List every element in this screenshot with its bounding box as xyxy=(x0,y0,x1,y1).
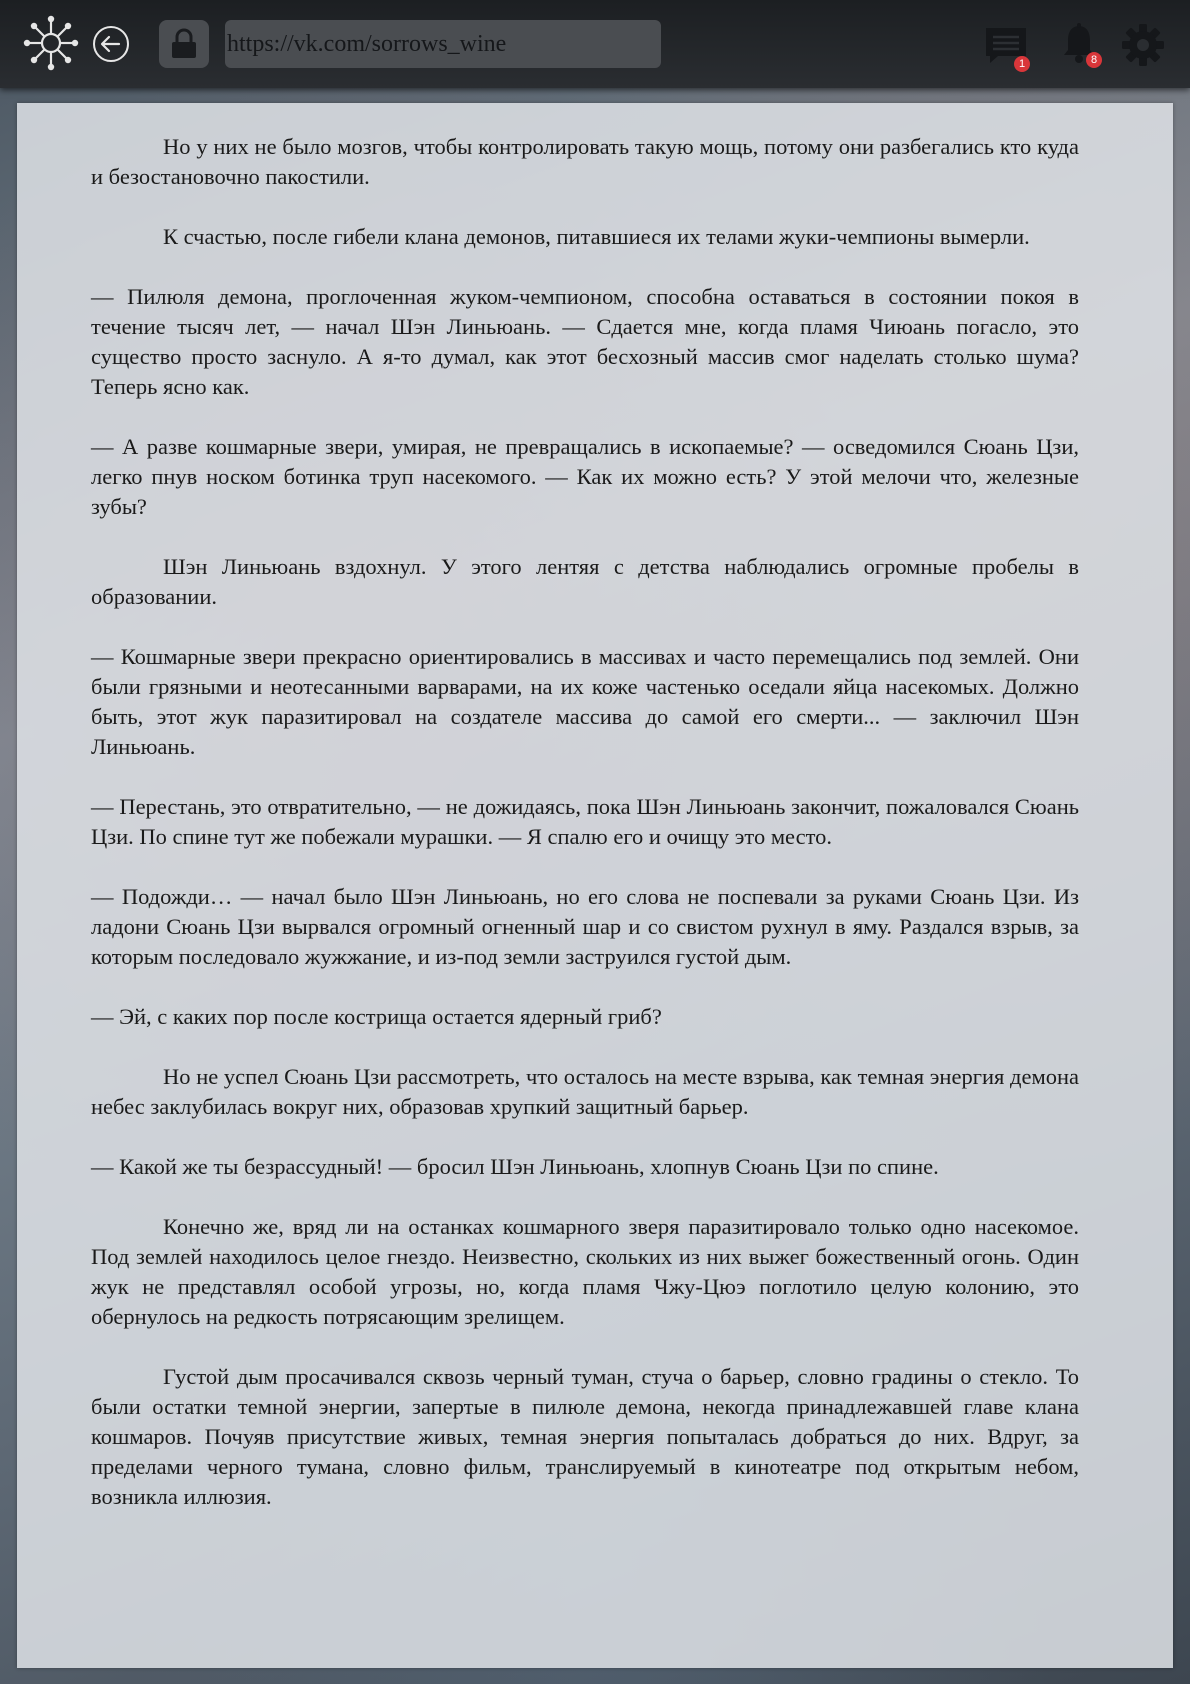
site-security-button[interactable] xyxy=(159,20,209,68)
paragraph: К счастью, после гибели клана демонов, питавшиеся их телами жуки-чемпионы вымерли. xyxy=(163,224,1030,249)
reading-page xyxy=(17,103,1173,1668)
paragraph: Шэн Линьюань вздохнул. У этого лентяя с детства наблюдались огромные пробелы в образовании. xyxy=(91,554,1079,609)
paragraph: Густой дым просачивался сквозь черный туман, стуча о барьер, словно градины о стекло. То были остатки темной энергии, запертые в пилюле демона, некогда принадлежавшей главе клана кошмаров. Почуяв присутствие живых, темная энергия попыталась добраться до них. Вдруг, за пределами черного тумана, словно фильм, транслируемый в кинотеатре под открытым небом, возникла иллюзия. xyxy=(91,1364,1079,1509)
paragraph: — Подожди… — начал было Шэн Линьюань, но его слова не поспевали за руками Сюань Цзи. Из ладони Сюань Цзи вырвался огромный огненный шар и со свистом рухнул в яму. Раздался взрыв, за которым последовало жужжание, и из-под земли заструился густой дым. xyxy=(91,884,1079,969)
paragraph: — Эй, с каких пор после кострища остается ядерный гриб? xyxy=(91,1004,662,1029)
address-bar[interactable] xyxy=(225,20,661,68)
back-arrow-icon xyxy=(92,25,130,63)
lock-icon xyxy=(169,28,199,60)
chapter-text xyxy=(91,132,1079,1542)
url-text: https://vk.com/sorrows_wine xyxy=(227,30,507,57)
paragraph: — Перестань, это отвратительно, — не дожидаясь, пока Шэн Линьюань закончит, пожаловался Сюань Цзи. По спине тут же побежали мурашки. — Я спалю его и очищу это место. xyxy=(91,794,1079,849)
gear-icon xyxy=(1121,23,1165,67)
messages-button[interactable] xyxy=(980,24,1032,70)
paragraph: — Какой же ты безрассудный! — бросил Шэн Линьюань, хлопнув Сюань Цзи по спине. xyxy=(91,1154,939,1179)
network-hub-icon[interactable] xyxy=(22,14,80,72)
notification-count-badge: 8 xyxy=(1086,52,1102,68)
browser-toolbar xyxy=(0,0,1190,88)
paragraph: — А разве кошмарные звери, умирая, не превращались в ископаемые? — осведомился Сюань Цзи, легко пнув носком ботинка труп насекомого. — Как их можно есть? У этой мелочи что, железные зубы? xyxy=(91,434,1079,519)
back-button[interactable] xyxy=(92,25,130,63)
message-count-badge: 1 xyxy=(1014,56,1030,72)
paragraph: — Кошмарные звери прекрасно ориентировались в массивах и часто перемещались под землей. Они были грязными и неотесанными варварами, на их коже частенько оседали яйца насекомых. Должно быть, этот жук паразитировал на создателе массива до самой его смерти... — заключил Шэн Линьюань. xyxy=(91,644,1079,759)
paragraph: Конечно же, вряд ли на останках кошмарного зверя паразитировало только одно насекомое. Под землей находилось целое гнездо. Неизвестно, скольких из них выжег божественный огонь. Один жук не представлял особой угрозы, но, когда пламя Чжу-Цюэ поглотило целую колонию, это обернулось на редкость потрясающим зрелищем. xyxy=(91,1214,1079,1329)
notifications-button[interactable] xyxy=(1058,20,1100,66)
paragraph: — Пилюля демона, проглоченная жуком-чемпионом, способна оставаться в состоянии покоя в течение тысяч лет, — начал Шэн Линьюань. — Сдается мне, когда пламя Чиюань погасло, это существо просто заснуло. А я-то думал, как этот бесхозный массив смог наделать столько шума? Теперь ясно как. xyxy=(91,284,1079,399)
paragraph: Но не успел Сюань Цзи рассмотреть, что осталось на месте взрыва, как темная энергия демона небес заклубилась вокруг них, образовав хрупкий защитный барьер. xyxy=(91,1064,1079,1119)
settings-button[interactable] xyxy=(1120,22,1166,68)
paragraph: Но у них не было мозгов, чтобы контролировать такую мощь, потому они разбегались кто куда и безостановочно пакостили. xyxy=(91,134,1079,189)
